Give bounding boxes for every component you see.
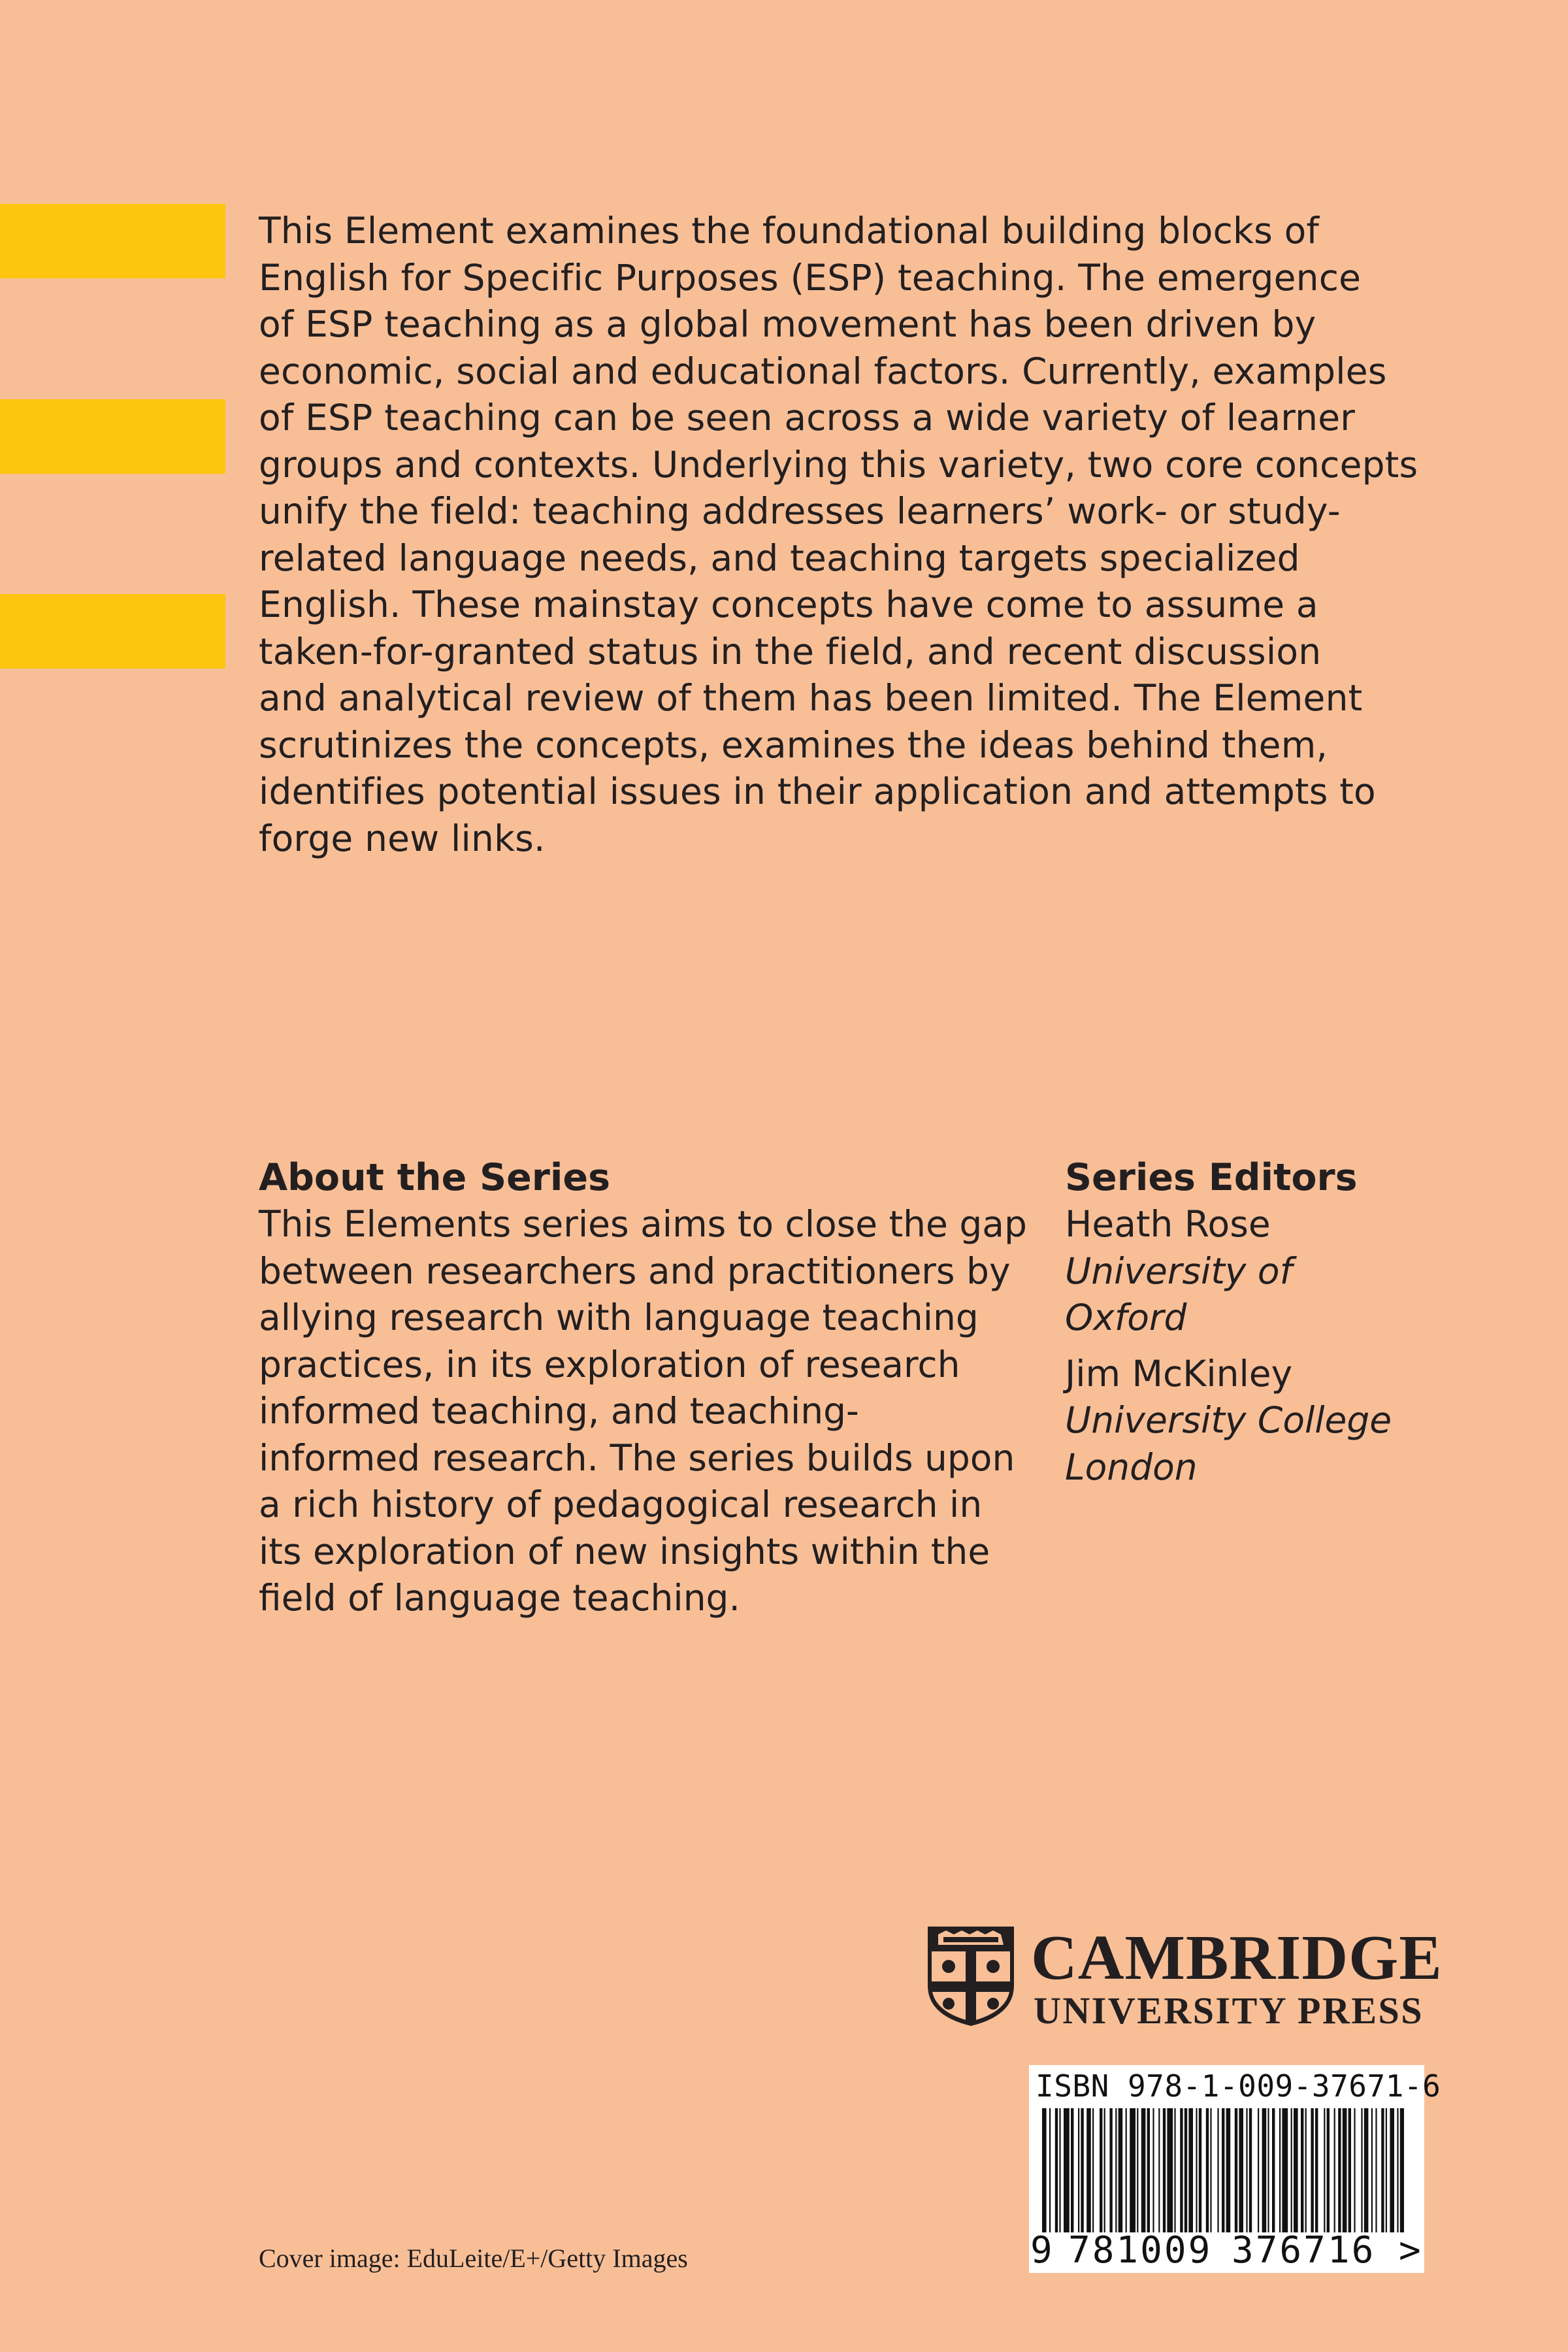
barcode-bar (1147, 2108, 1150, 2232)
series-editors (1065, 1154, 1522, 1491)
barcode-bar (1130, 2108, 1135, 2232)
barcode-bar (1239, 2108, 1243, 2232)
about-series-line: practices, in its exploration of research (259, 1343, 960, 1385)
description-line: groups and contexts. Underlying this variety, two core concepts (259, 443, 1418, 486)
barcode-bar (1049, 2108, 1051, 2232)
barcode-bar (1390, 2108, 1394, 2232)
barcode-bar (1327, 2108, 1330, 2232)
isbn-barcode (1029, 2065, 1441, 2273)
barcode-bar (1199, 2108, 1201, 2232)
barcode-bar (1311, 2108, 1313, 2232)
about-series-line: informed research. The series builds upon (259, 1436, 1015, 1479)
barcode-bar (1249, 2108, 1252, 2232)
barcode-bar (1042, 2108, 1047, 2232)
editor-affiliation: London (1065, 1446, 1198, 1488)
barcode-bars (1041, 2108, 1404, 2232)
barcode-bar (1092, 2108, 1094, 2232)
barcode-bar (1386, 2108, 1387, 2232)
barcode-bar (1279, 2108, 1281, 2232)
barcode-bar (1174, 2108, 1175, 2232)
about-series-line: This Elements series aims to close the gap (259, 1203, 1027, 1245)
about-series-line: a rich history of pedagogical research in (259, 1483, 983, 1525)
barcode-bar (1115, 2108, 1117, 2232)
about-series-text (259, 1201, 1043, 1622)
barcode-bar (1059, 2108, 1060, 2232)
editor-affiliation: University of (1065, 1250, 1292, 1292)
barcode-bar (1315, 2108, 1318, 2232)
description-line: forge new links. (259, 817, 546, 859)
about-series-line: informed teaching, and teaching- (259, 1390, 859, 1432)
barcode-bar (1400, 2108, 1404, 2232)
barcode-bar (1086, 2108, 1091, 2232)
barcode-bar (1184, 2108, 1187, 2232)
editor-name: Heath Rose (1065, 1203, 1271, 1245)
barcode-bar (1180, 2108, 1183, 2232)
description-line: of ESP teaching as a global movement has been driven by (259, 303, 1316, 345)
barcode-bar (1217, 2108, 1218, 2232)
barcode-bar (1371, 2108, 1373, 2232)
editor-affiliation: Oxford (1065, 1297, 1187, 1338)
barcode-bar (1246, 2108, 1247, 2232)
barcode-bar (1196, 2108, 1197, 2232)
publisher-logo (926, 1923, 1443, 2032)
barcode-bar (1119, 2108, 1123, 2232)
about-series-line: its exploration of new insights within the (259, 1530, 990, 1572)
editor-affiliation: University College (1065, 1399, 1392, 1441)
editor-entry (1065, 1351, 1522, 1491)
description-line: of ESP teaching can be seen across a wide variety of learner (259, 397, 1356, 439)
description-line: related language needs, and teaching targets specialized (259, 537, 1300, 579)
isbn-text: ISBN 978-1-009-37671-6 (1036, 2068, 1441, 2104)
barcode-bar (1291, 2108, 1292, 2232)
description-line: unify the field: teaching addresses learners’ work- or study- (259, 490, 1341, 532)
barcode-bar (1109, 2108, 1112, 2232)
barcode-digits-left: 781009 (1068, 2229, 1213, 2272)
barcode-digit-first: 9 (1030, 2229, 1053, 2272)
barcode-bar (1071, 2108, 1073, 2232)
book-description (259, 208, 1428, 862)
barcode-bar (1137, 2108, 1138, 2232)
barcode-bar (1206, 2108, 1209, 2232)
barcode-arrow: > (1399, 2229, 1421, 2272)
description-line: identifies potential issues in their application and attempts to (259, 770, 1376, 812)
publisher-name: CAMBRIDGE (1031, 1923, 1443, 1993)
barcode-bar (1294, 2108, 1298, 2232)
barcode-bar (1258, 2108, 1259, 2232)
barcode-bar (1375, 2108, 1377, 2232)
description-line: English. These mainstay concepts have come to assume a (259, 584, 1318, 625)
description-line: taken-for-granted status in the field, and recent discussion (259, 630, 1322, 672)
barcode-bar (1104, 2108, 1105, 2232)
editor-entry (1065, 1201, 1522, 1342)
barcode-bar (1324, 2108, 1325, 2232)
barcode-bar (1167, 2108, 1173, 2232)
description-line: scrutinizes the concepts, examines the ideas behind them, (259, 723, 1328, 766)
yellow-stripe-middle (0, 399, 225, 474)
description-line: economic, social and educational factors. Currently, examples (259, 350, 1387, 392)
yellow-stripe-top (0, 204, 225, 278)
barcode-bar (1354, 2108, 1355, 2232)
publisher-subname: UNIVERSITY PRESS (1034, 1989, 1424, 2032)
barcode-bar (1282, 2108, 1288, 2232)
barcode-bar (1301, 2108, 1303, 2232)
barcode-bar (1262, 2108, 1267, 2232)
description-line: This Element examines the foundational building blocks of (259, 210, 1320, 252)
barcode-bar (1267, 2108, 1269, 2232)
barcode-bar (1364, 2108, 1369, 2232)
barcode-bar (1222, 2108, 1224, 2232)
about-series-line: between researchers and practitioners by (259, 1250, 1011, 1292)
about-series-heading: About the Series (259, 1156, 611, 1199)
barcode-bar (1226, 2108, 1231, 2232)
barcode-bar (1055, 2108, 1058, 2232)
barcode-digits (1029, 2230, 1424, 2272)
barcode-bar (1081, 2108, 1083, 2232)
barcode-bar (1126, 2108, 1127, 2232)
barcode-bar (1163, 2108, 1166, 2232)
barcode-bar (1158, 2108, 1160, 2232)
barcode-bar (1272, 2108, 1275, 2232)
barcode-bar (1152, 2108, 1154, 2232)
cover-image-credit: Cover image: EduLeite/E+/Getty Images (259, 2244, 688, 2273)
barcode-bar (1064, 2108, 1070, 2232)
barcode-bar (1338, 2108, 1341, 2232)
editor-name: Jim McKinley (1065, 1352, 1293, 1395)
barcode-bar (1361, 2108, 1362, 2232)
about-the-series (259, 1154, 1043, 1622)
barcode-bar (1100, 2108, 1102, 2232)
barcode-bar (1397, 2108, 1398, 2232)
barcode-bar (1078, 2108, 1079, 2232)
series-editors-heading: Series Editors (1065, 1156, 1358, 1199)
about-series-line: field of language teaching. (259, 1577, 740, 1619)
cambridge-shield-icon (926, 1925, 1015, 2027)
barcode-bar (1188, 2108, 1193, 2232)
barcode-bar (1305, 2108, 1307, 2232)
yellow-stripe-bottom (0, 594, 225, 669)
barcode-bar (1235, 2108, 1237, 2232)
description-line: English for Specific Purposes (ESP) teaching. The emergence (259, 256, 1362, 299)
barcode-digits-right: 376716 (1232, 2229, 1376, 2272)
barcode-bar (1381, 2108, 1384, 2232)
barcode-bar (1348, 2108, 1351, 2232)
barcode-bar (1334, 2108, 1335, 2232)
description-line: and analytical review of them has been limited. The Element (259, 677, 1363, 719)
barcode-bar (1141, 2108, 1146, 2232)
barcode-bar (1210, 2108, 1211, 2232)
about-series-line: allying research with language teaching (259, 1297, 979, 1338)
barcode-bar (1343, 2108, 1347, 2232)
